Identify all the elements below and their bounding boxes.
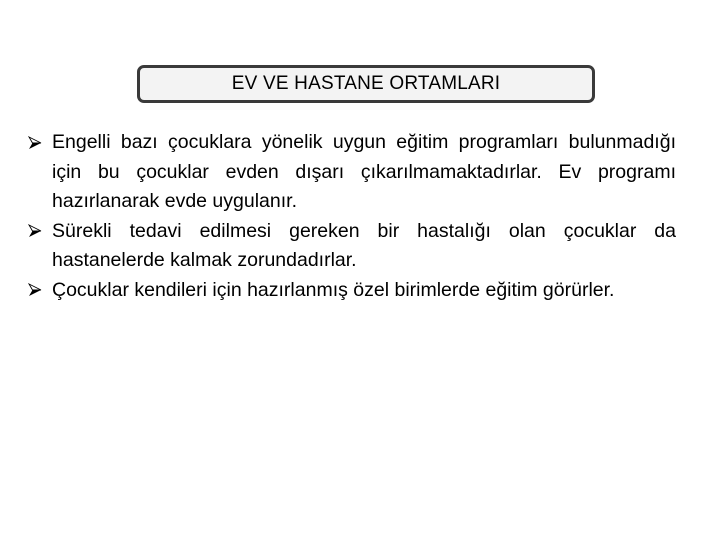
arrowhead-bullet-icon (28, 276, 46, 306)
bullet-item (28, 217, 676, 276)
bullet-item (28, 276, 676, 306)
title-box (137, 65, 595, 103)
slide-title: EV VE HASTANE ORTAMLARI (231, 73, 501, 94)
bullet-list (28, 128, 676, 305)
arrowhead-bullet-icon (28, 217, 46, 247)
bullet-text: Engelli bazı çocuklara yönelik uygun eğitim programları bulunmadığı için bu çocuklar evden dışarı çıkarılmamaktadırlar. Ev programı hazırlanarak evde uygulanır. (52, 131, 676, 212)
arrowhead-bullet-icon (28, 128, 46, 158)
bullet-item (28, 128, 676, 217)
bullet-text: Çocuklar kendileri için hazırlanmış özel birimlerde eğitim görürler. (52, 278, 615, 301)
bullet-text: Sürekli tedavi edilmesi gereken bir hastalığı olan çocuklar da hastanelerde kalmak zorundadırlar. (52, 219, 676, 271)
